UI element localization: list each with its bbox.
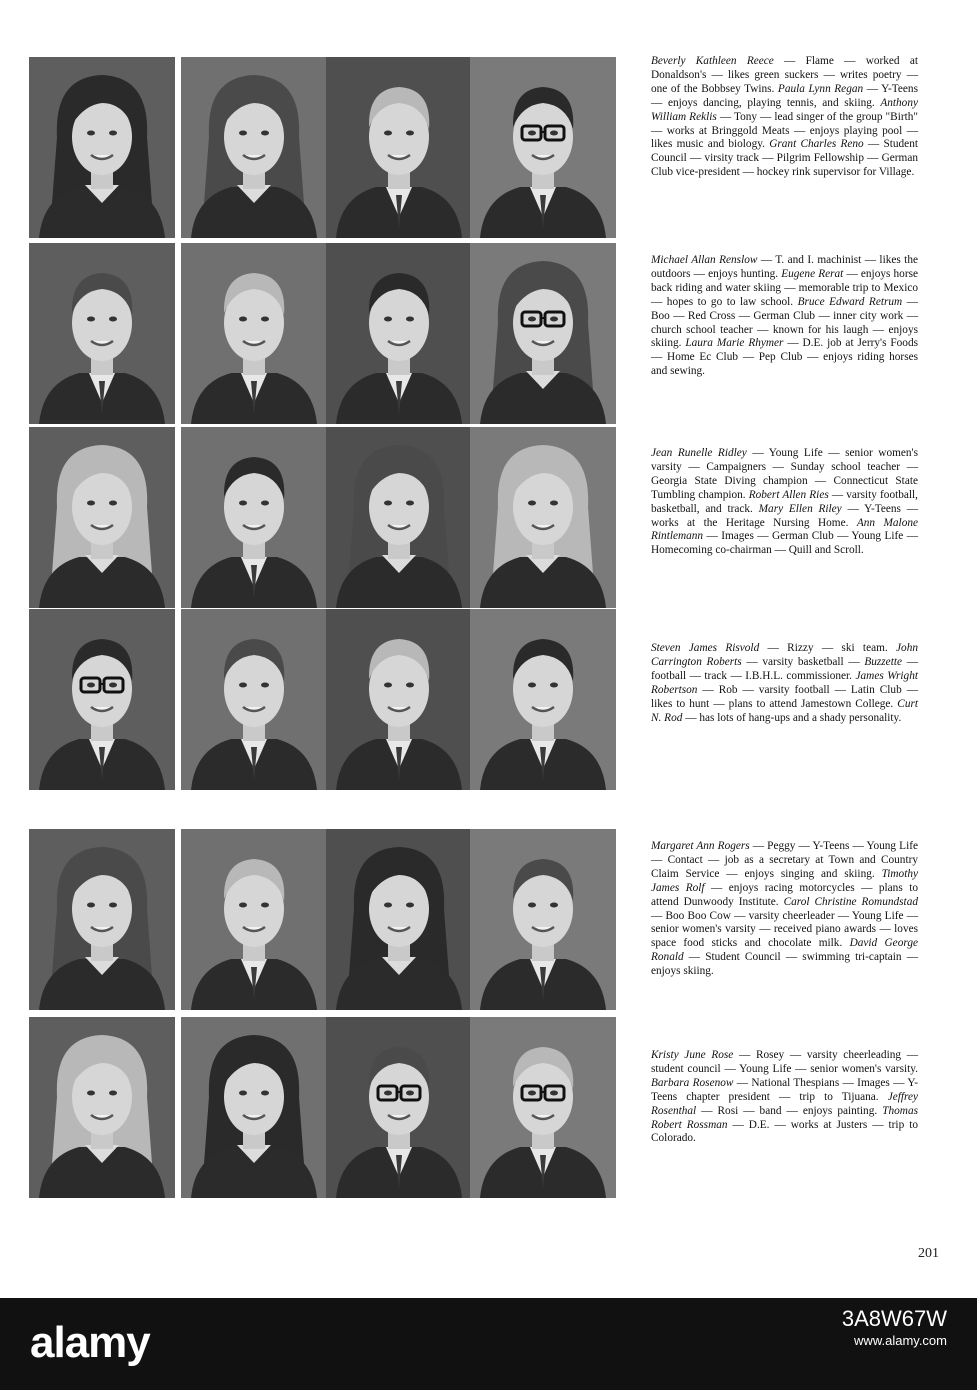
watermark-image-id: 3A8W67W	[841, 1306, 947, 1331]
student-portrait	[181, 243, 327, 424]
bio-block-2	[651, 254, 918, 379]
student-portrait	[326, 829, 472, 1010]
student-portrait	[470, 57, 616, 238]
student-name: Jeffrey Rosenthal	[651, 1090, 918, 1117]
bio-block-6	[651, 1049, 918, 1146]
student-activities: — Y-Teens — works at the Heritage Nursing Home.	[651, 502, 919, 529]
student-activities: — Boo Boo Cow — varsity cheerleader — Young Life — senior women's varsity — received piano awards — loves space food sticks and chocolate milk.	[651, 909, 918, 950]
watermark-site: www.alamy.com	[854, 1333, 947, 1348]
student-activities: — enjoys horse back riding and water skiing — memorable trip to Mexico — hopes to go to law school.	[651, 267, 918, 308]
student-activities: — T. and I. machinist — likes the outdoors — enjoys hunting.	[651, 254, 918, 280]
student-activities: — Rob — varsity football — Latin Club — likes to hunt — plans to attend Jamestown College.	[651, 683, 918, 710]
student-activities: — Student Council — swimming tri-captain — enjoys skiing.	[651, 951, 918, 978]
student-portrait	[181, 57, 327, 238]
student-activities: — enjoys racing motorcycles — plans to attend Dunwoody Institute.	[651, 881, 918, 908]
student-name: David George Ronald	[651, 937, 918, 964]
student-activities: — Peggy — Y-Teens — Young Life — Contact — job as a secretary at Town and Country Claim Service — enjoys singing and skiing.	[651, 840, 918, 880]
student-name: Michael Allan Renslow	[651, 254, 758, 266]
student-portrait	[181, 609, 327, 790]
student-activities: — football — track — I.B.H.L. commissioner.	[651, 655, 918, 682]
student-activities: — Images — German Club — Young Life — Homecoming co-chairman — Quill and Scroll.	[651, 530, 918, 557]
student-name: Grant Charles Reno	[769, 138, 864, 151]
student-name: Bruce Edward Retrum	[797, 295, 903, 308]
student-portrait	[326, 609, 472, 790]
watermark-logo: alamy	[30, 1318, 150, 1367]
student-activities: — has lots of hang-ups and a shady personality.	[682, 711, 902, 724]
student-name: Paula Lynn Regan	[777, 82, 864, 95]
student-portrait	[29, 609, 175, 790]
student-activities: — Rizzy — ski team.	[759, 642, 897, 654]
student-name: Carol Christine Romundstad	[783, 895, 918, 908]
page-number: 201	[918, 1246, 939, 1261]
student-activities: — varsity basketball —	[741, 655, 865, 668]
student-portrait	[181, 427, 327, 608]
student-portrait	[29, 829, 175, 1010]
student-portrait	[326, 1017, 472, 1198]
student-name: Eugene Rerat	[781, 267, 844, 280]
bio-block-1	[651, 55, 918, 180]
student-portrait	[29, 57, 175, 238]
student-portrait	[470, 609, 616, 790]
student-portrait	[29, 243, 175, 424]
student-activities: — Flame — worked at Donaldson's — likes green suckers — writes poetry — one of the Bobbsey Twins.	[651, 55, 918, 95]
student-portrait	[29, 427, 175, 608]
student-activities: — Student Council — virsity track — Pilgrim Fellowship — German Club vice-president — hockey rink supervisor for Village.	[651, 138, 918, 179]
student-portrait	[470, 427, 616, 608]
student-activities: — Rosi — band — enjoys painting.	[696, 1104, 883, 1117]
student-activities: — D.E. job at Jerry's Foods — Home Ec Club — Pep Club — enjoys riding horses and sewing.	[651, 337, 918, 378]
student-portrait	[326, 243, 472, 424]
student-portrait	[181, 829, 327, 1010]
student-portrait	[470, 1017, 616, 1198]
student-name: Jean Runelle Ridley	[651, 447, 747, 459]
student-portrait	[326, 427, 472, 608]
bio-block-4	[651, 642, 918, 725]
student-portrait	[181, 1017, 327, 1198]
student-activities: — Tony — lead singer of the group "Birth" — works at Bringgold Meats — enjoys playing pool — likes music and biology.	[651, 110, 918, 151]
student-name: John Carrington Roberts	[651, 642, 918, 668]
student-name: Barbara Rosenow	[651, 1076, 734, 1089]
student-portrait	[29, 1017, 175, 1198]
student-name: Mary Ellen Riley	[758, 502, 842, 515]
student-name: Margaret Ann Rogers	[651, 840, 750, 852]
student-activities: — D.E. — works at Justers — trip to Colorado.	[651, 1118, 918, 1145]
student-name: Steven James Risvold	[651, 642, 760, 654]
student-activities: — National Thespians — Images — Y-Teens chapter president — trip to Tijuana.	[651, 1076, 919, 1103]
student-activities: — Y-Teens — enjoys dancing, playing tennis, and skiing.	[651, 82, 918, 109]
student-activities: — Rosey — varsity cheerleading — student council — Young Life — senior women's varsity.	[651, 1049, 918, 1075]
student-name: Anthony William Reklis	[651, 96, 918, 123]
bio-block-3	[651, 447, 918, 558]
student-activities: — Young Life — senior women's varsity — Campaigners — Sunday school teacher — Georgia State Diving champion — Connecticut State Tumbling champion.	[651, 447, 918, 501]
student-name: Buzzette	[864, 655, 902, 668]
student-activities: — Boo — Red Cross — German Club — inner city work — church school teacher — known for his laugh — enjoys skiing.	[651, 295, 918, 350]
student-activities: — varsity football, basketball, and track.	[651, 488, 919, 515]
student-name: Laura Marie Rhymer	[685, 337, 784, 350]
student-portrait	[470, 829, 616, 1010]
student-name: Ann Malone Rintlemann	[651, 516, 919, 543]
student-name: Thomas Robert Rossman	[651, 1104, 918, 1131]
student-portrait	[326, 57, 472, 238]
watermark-info	[842, 1308, 947, 1352]
student-name: Robert Allen Ries	[748, 488, 829, 501]
student-portrait	[470, 243, 616, 424]
student-name: Timothy James Rolf	[651, 867, 918, 894]
student-name: Kristy June Rose	[651, 1049, 734, 1061]
bio-block-5	[651, 840, 918, 979]
student-name: James Wright Robertson	[651, 669, 918, 696]
student-name: Beverly Kathleen Reece	[651, 55, 774, 67]
student-name: Curt N. Rod	[651, 697, 918, 724]
